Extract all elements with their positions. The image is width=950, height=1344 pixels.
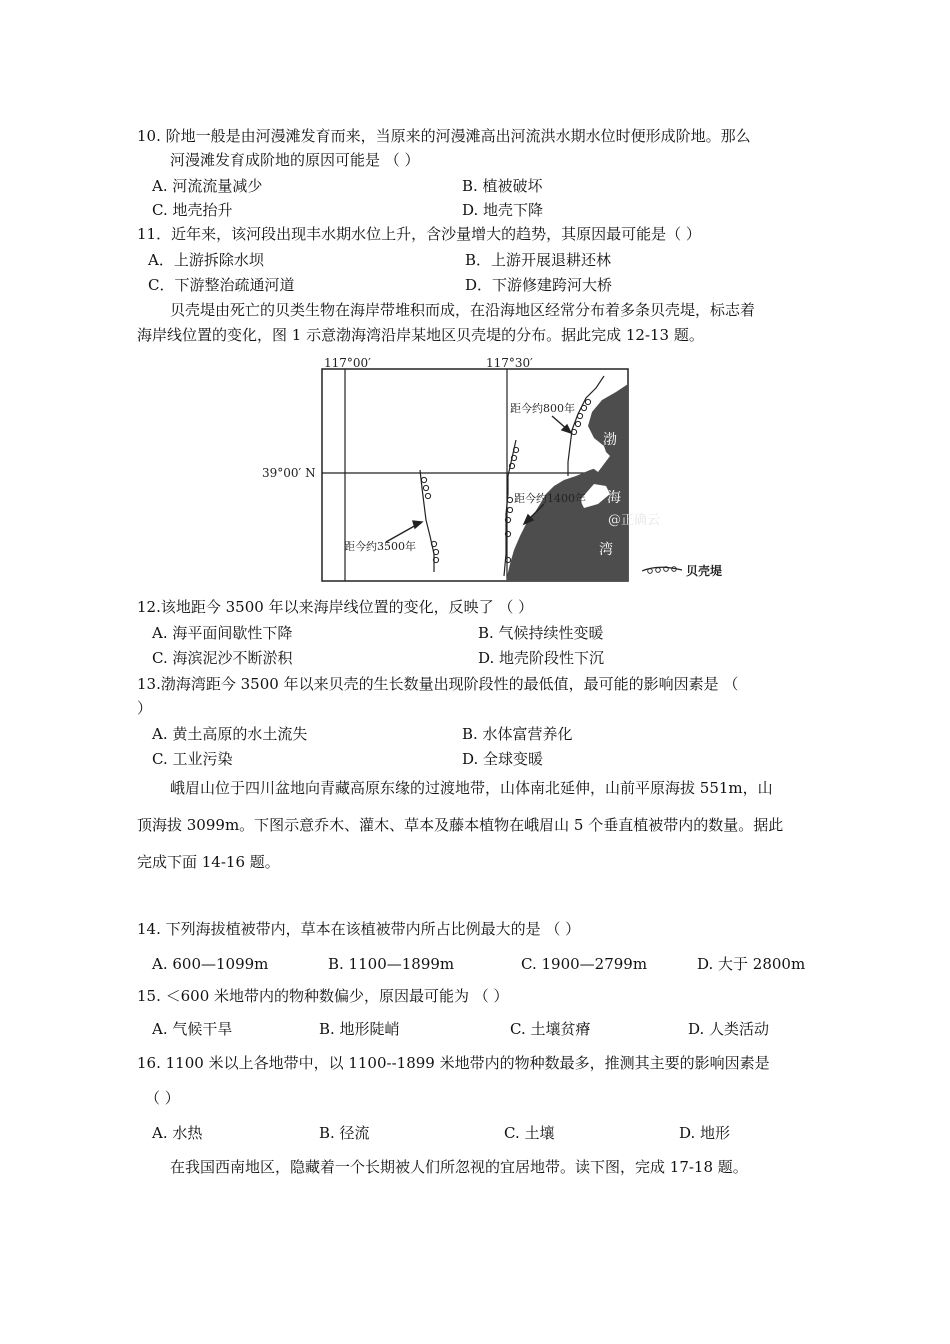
- q14-stem: 14. 下列海拔植被带内，草本在该植被带内所占比例最大的是 （ ）: [137, 920, 581, 938]
- q16-stem-line1: 16. 1100 米以上各地带中，以 1100--1899 米地带内的物种数最多，推测其主要的影响因素是: [137, 1054, 770, 1072]
- q13-stem-line2: ）: [137, 699, 153, 717]
- label-1400: 距今约1400年: [514, 492, 586, 505]
- intro-12-13-line1: 贝壳堤由死亡的贝类生物在海岸带堆积而成，在沿海地区经常分布着多条贝壳堤，标志着: [170, 301, 756, 319]
- q13-option-a: A. 黄土高原的水土流失: [152, 725, 308, 743]
- intro-12-13-line2: 海岸线位置的变化，图 1 示意渤海湾沿岸某地区贝壳堤的分布。据此完成 12-13 题。: [137, 326, 704, 344]
- q14-option-d: D. 大于 2800m: [697, 955, 806, 973]
- q16-option-b: B. 径流: [319, 1124, 370, 1142]
- q16-option-a: A. 水热: [152, 1124, 203, 1142]
- watermark: @正确云: [608, 513, 661, 528]
- q12-option-c: C. 海滨泥沙不断淤积: [152, 649, 293, 667]
- q15-option-d: D. 人类活动: [688, 1020, 770, 1038]
- q12-option-a: A. 海平面间歇性下降: [152, 624, 293, 642]
- q12-option-b: B. 气候持续性变暖: [478, 624, 604, 642]
- q11-stem: 11．近年来，该河段出现丰水期水位上升，含沙量增大的趋势，其原因最可能是（ ）: [137, 225, 701, 243]
- q13-option-c: C. 工业污染: [152, 750, 233, 768]
- label-lon-left: 117°00′: [324, 356, 371, 370]
- q10-option-d: D. 地壳下降: [462, 201, 544, 219]
- intro-14-16-line2: 顶海拔 3099m。下图示意乔木、灌木、草本及藤本植物在峨眉山 5 个垂直植被带内的数量。据此: [137, 816, 784, 834]
- q15-option-a: A. 气候干旱: [152, 1020, 233, 1038]
- label-800: 距今约800年: [510, 402, 575, 415]
- legend-label: 贝壳堤: [686, 564, 723, 578]
- q11-option-b: B．上游开展退耕还林: [465, 251, 612, 269]
- q14-option-b: B. 1100—1899m: [328, 955, 455, 973]
- q10-stem-line2: 河漫滩发育成阶地的原因可能是 （ ）: [170, 151, 420, 169]
- q12-stem: 12.该地距今 3500 年以来海岸线位置的变化，反映了 （ ）: [137, 598, 534, 616]
- q11-option-d: D．下游修建跨河大桥: [465, 276, 613, 294]
- q11-option-c: C．下游整治疏通河道: [148, 276, 295, 294]
- intro-14-16-line1: 峨眉山位于四川盆地向青藏高原东缘的过渡地带，山体南北延伸，山前平原海拔 551m，山: [170, 779, 773, 797]
- label-sea-2: 海: [607, 490, 621, 506]
- label-lon-right: 117°30′: [486, 356, 533, 370]
- q14-option-a: A. 600—1099m: [152, 955, 269, 973]
- q13-option-b: B. 水体富营养化: [462, 725, 573, 743]
- q16-option-d: D. 地形: [679, 1124, 731, 1142]
- q15-stem: 15. ＜600 米地带内的物种数偏少，原因最可能为 （ ）: [137, 987, 509, 1005]
- label-3500: 距今约3500年: [344, 540, 416, 553]
- q13-option-d: D. 全球变暖: [462, 750, 544, 768]
- q16-stem-line2: （ ）: [145, 1089, 180, 1107]
- q12-option-d: D. 地壳阶段性下沉: [478, 649, 605, 667]
- q13-stem-line1: 13.渤海湾距今 3500 年以来贝壳的生长数量出现阶段性的最低值，最可能的影响因素是 （: [137, 675, 739, 693]
- intro-17-18-line1: 在我国西南地区，隐藏着一个长期被人们所忽视的宜居地带。读下图，完成 17-18 题。: [170, 1158, 748, 1176]
- map-legend: [642, 563, 722, 578]
- label-sea-1: 渤: [603, 432, 617, 448]
- label-sea-3: 湾: [599, 542, 613, 558]
- q15-option-c: C. 土壤贫瘠: [510, 1020, 591, 1038]
- q10-option-a: A. 河流流量减少: [152, 177, 263, 195]
- q10-option-c: C. 地壳抬升: [152, 201, 233, 219]
- shell-ridge-map: [258, 354, 738, 588]
- q16-option-c: C. 土壤: [504, 1124, 555, 1142]
- q10-option-b: B. 植被破坏: [462, 177, 543, 195]
- intro-14-16-line3: 完成下面 14-16 题。: [137, 853, 280, 871]
- q10-stem-line1: 10. 阶地一般是由河漫滩发育而来，当原来的河漫滩高出河流洪水期水位时便形成阶地。那么: [137, 127, 751, 145]
- q14-option-c: C. 1900—2799m: [521, 955, 648, 973]
- label-lat: 39°00′ N: [262, 466, 316, 480]
- q15-option-b: B. 地形陡峭: [319, 1020, 400, 1038]
- q11-option-a: A．上游拆除水坝: [148, 251, 264, 269]
